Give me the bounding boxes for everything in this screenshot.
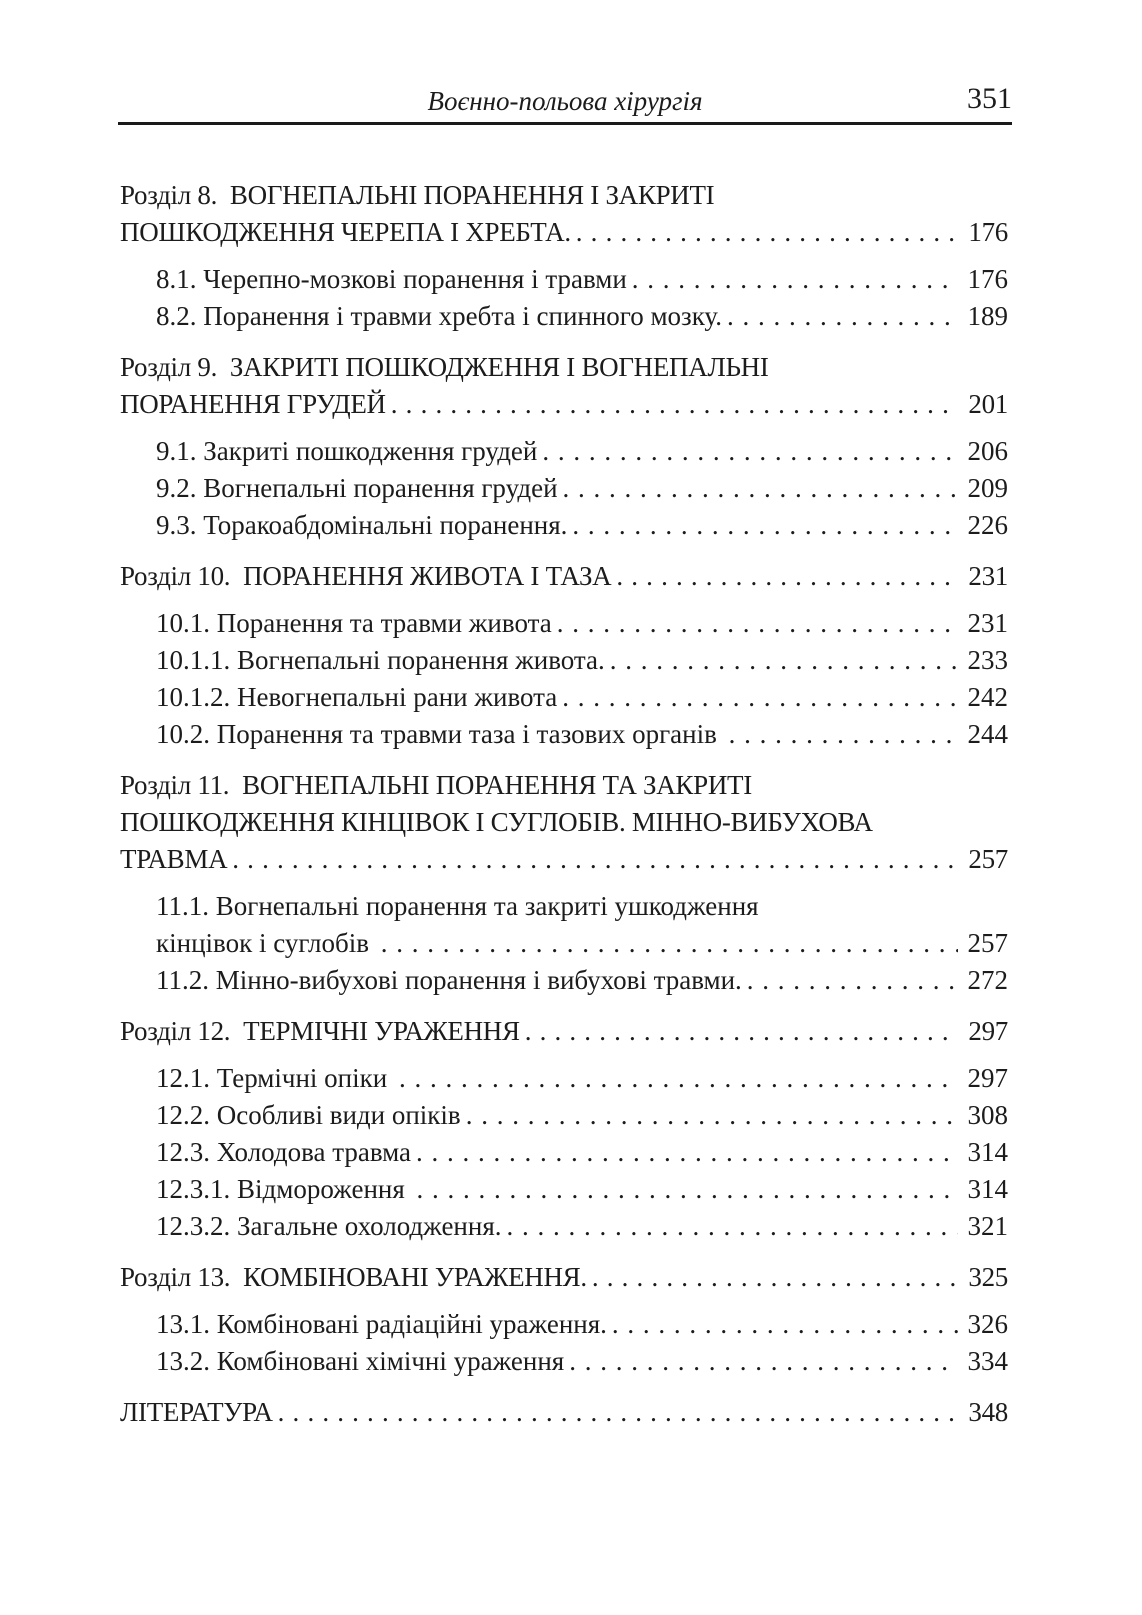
toc-page-number: 201 bbox=[968, 389, 1008, 419]
toc-page-number: 231 bbox=[968, 561, 1008, 591]
dot-leader bbox=[466, 1097, 958, 1134]
toc-entry-text: ПОРАНЕННЯ ГРУДЕЙ bbox=[120, 389, 386, 419]
toc-page-number: 233 bbox=[967, 645, 1008, 675]
header-rule bbox=[118, 122, 1012, 125]
toc-entry bbox=[120, 962, 1008, 999]
dot-leader bbox=[417, 1171, 958, 1208]
toc-page-number: 321 bbox=[967, 1211, 1008, 1241]
page-header bbox=[118, 84, 1012, 122]
toc-entry bbox=[120, 433, 1008, 470]
toc-entry-text: Розділ 10. ПОРАНЕННЯ ЖИВОТА І ТАЗА bbox=[120, 561, 612, 591]
toc-entry bbox=[120, 1208, 1008, 1245]
toc-entry-text: 12.1. Термічні опіки bbox=[156, 1063, 394, 1093]
toc-entry-text: 9.2. Вогнепальні поранення грудей bbox=[156, 473, 558, 503]
toc-entry bbox=[120, 1343, 1008, 1380]
dot-leader bbox=[576, 214, 959, 251]
dot-leader bbox=[612, 1306, 958, 1343]
toc-page-number: 272 bbox=[967, 965, 1008, 995]
toc-entry-text: 8.2. Поранення і травми хребта і спинного мозку. bbox=[156, 301, 722, 331]
toc-entry bbox=[120, 349, 1008, 423]
toc-entry bbox=[120, 177, 1008, 251]
toc-page-number: 206 bbox=[967, 436, 1008, 466]
toc-page-number: 257 bbox=[968, 844, 1008, 874]
toc-entry-text: 10.1. Поранення та травми живота bbox=[156, 608, 552, 638]
dot-leader bbox=[232, 841, 958, 878]
dot-leader bbox=[572, 507, 957, 544]
toc-entry bbox=[120, 888, 1008, 962]
page-number: 351 bbox=[967, 82, 1012, 115]
dot-leader bbox=[592, 1259, 959, 1296]
dot-leader bbox=[610, 642, 958, 679]
toc-entry-text: ТРАВМА bbox=[120, 844, 228, 874]
toc-entry-text: Розділ 12. ТЕРМІЧНІ УРАЖЕННЯ bbox=[120, 1016, 520, 1046]
toc-entry-text: 10.2. Поранення та травми таза і тазових органів bbox=[156, 719, 724, 749]
toc-entry-text: Розділ 11. ВОГНЕПАЛЬНІ ПОРАНЕННЯ ТА ЗАКРИТІ bbox=[120, 770, 752, 800]
toc-entry bbox=[120, 1259, 1008, 1296]
toc-entry bbox=[120, 298, 1008, 335]
toc-page-number: 314 bbox=[967, 1137, 1008, 1167]
toc-page-number: 334 bbox=[967, 1346, 1008, 1376]
toc-page-number: 176 bbox=[968, 217, 1008, 247]
toc-entry bbox=[120, 1306, 1008, 1343]
toc-entry-text: 13.1. Комбіновані радіаційні ураження. bbox=[156, 1309, 607, 1339]
toc-page-number: 189 bbox=[967, 301, 1008, 331]
dot-leader bbox=[729, 716, 958, 753]
toc-entry-text: 12.3.2. Загальне охолодження. bbox=[156, 1211, 502, 1241]
toc-entry bbox=[120, 1134, 1008, 1171]
dot-leader bbox=[557, 605, 958, 642]
toc-entry-text: 11.1. Вогнепальні поранення та закриті ушкодження bbox=[156, 891, 759, 921]
toc-entry-text: ПОШКОДЖЕННЯ ЧЕРЕПА І ХРЕБТА. bbox=[120, 217, 571, 247]
toc-entry bbox=[120, 679, 1008, 716]
toc-entry bbox=[120, 1171, 1008, 1208]
toc-entry bbox=[120, 470, 1008, 507]
dot-leader bbox=[542, 433, 957, 470]
toc-page-number: 325 bbox=[968, 1262, 1008, 1292]
toc-entry-text: 8.1. Черепно-мозкові поранення і травми bbox=[156, 264, 627, 294]
running-title: Воєнно-польова хірургія bbox=[427, 86, 703, 116]
dot-leader bbox=[278, 1394, 959, 1431]
dot-leader bbox=[616, 558, 958, 595]
toc-entry bbox=[120, 1394, 1008, 1431]
dot-leader bbox=[562, 679, 957, 716]
toc-page-number: 308 bbox=[967, 1100, 1008, 1130]
dot-leader bbox=[391, 386, 959, 423]
toc-entry-text: 9.3. Торакоабдомінальні поранення. bbox=[156, 510, 568, 540]
dot-leader bbox=[727, 298, 958, 335]
toc-entry bbox=[120, 507, 1008, 544]
toc-entry-text: кінцівок і суглобів bbox=[156, 928, 376, 958]
toc-page-number: 257 bbox=[967, 928, 1008, 958]
toc-page-number: 348 bbox=[968, 1397, 1008, 1427]
toc-entry-text: 11.2. Мінно-вибухові поранення і вибухові травми. bbox=[156, 965, 742, 995]
toc-entry bbox=[120, 716, 1008, 753]
toc-page-number: 231 bbox=[967, 608, 1008, 638]
toc-page-number: 209 bbox=[967, 473, 1008, 503]
toc-page-number: 242 bbox=[967, 682, 1008, 712]
toc-page-number: 244 bbox=[967, 719, 1008, 749]
toc-entry-text: Розділ 13. КОМБІНОВАНІ УРАЖЕННЯ. bbox=[120, 1262, 587, 1292]
toc bbox=[120, 163, 1008, 1441]
toc-entry-text: 12.3.1. Відмороження bbox=[156, 1174, 412, 1204]
toc-entry-text: 12.3. Холодова травма bbox=[156, 1137, 412, 1167]
toc-entry bbox=[120, 1013, 1008, 1050]
toc-page-number: 326 bbox=[967, 1309, 1008, 1339]
toc-entry-text: 13.2. Комбіновані хімічні ураження bbox=[156, 1346, 565, 1376]
toc-page-number: 176 bbox=[967, 264, 1008, 294]
toc-entry-text: 10.1.1. Вогнепальні поранення живота. bbox=[156, 645, 605, 675]
dot-leader bbox=[563, 470, 958, 507]
dot-leader bbox=[507, 1208, 958, 1245]
toc-entry-text: ПОШКОДЖЕННЯ КІНЦІВОК І СУГЛОБІВ. МІННО-ВИБУХОВА bbox=[120, 807, 873, 837]
toc-entry bbox=[120, 1060, 1008, 1097]
dot-leader bbox=[632, 261, 958, 298]
dot-leader bbox=[381, 925, 958, 962]
toc-entry-text: Розділ 8. ВОГНЕПАЛЬНІ ПОРАНЕННЯ І ЗАКРИТІ bbox=[120, 180, 715, 210]
toc-page-number: 226 bbox=[967, 510, 1008, 540]
toc-entry bbox=[120, 1097, 1008, 1134]
toc-entry-text: 12.2. Особливі види опіків bbox=[156, 1100, 461, 1130]
toc-page-number: 314 bbox=[967, 1174, 1008, 1204]
toc-entry-text: 9.1. Закриті пошкодження грудей bbox=[156, 436, 538, 466]
toc-page-number: 297 bbox=[967, 1063, 1008, 1093]
toc-entry-text: 10.1.2. Невогнепальні рани живота bbox=[156, 682, 558, 712]
toc-entry bbox=[120, 767, 1008, 878]
dot-leader bbox=[399, 1060, 958, 1097]
dot-leader bbox=[525, 1013, 959, 1050]
toc-entry bbox=[120, 261, 1008, 298]
dot-leader bbox=[747, 962, 958, 999]
dot-leader bbox=[569, 1343, 957, 1380]
toc-entry-text: Розділ 9. ЗАКРИТІ ПОШКОДЖЕННЯ І ВОГНЕПАЛЬНІ bbox=[120, 352, 769, 382]
toc-entry-text: ЛІТЕРАТУРА bbox=[120, 1397, 273, 1427]
dot-leader bbox=[416, 1134, 957, 1171]
toc-entry bbox=[120, 642, 1008, 679]
toc-page-number: 297 bbox=[968, 1016, 1008, 1046]
toc-entry bbox=[120, 558, 1008, 595]
toc-entry bbox=[120, 605, 1008, 642]
